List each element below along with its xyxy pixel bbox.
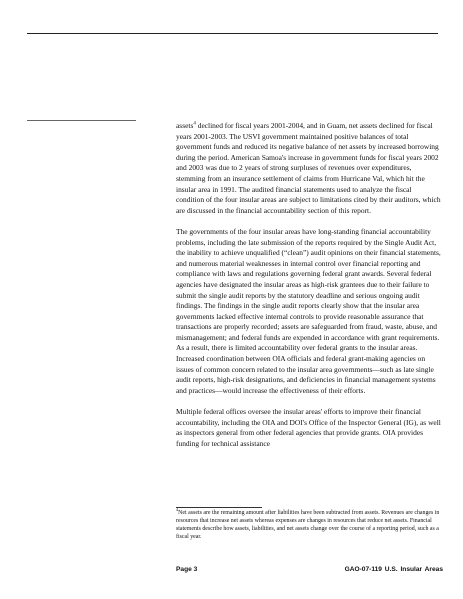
- body-text: [176, 121, 441, 460]
- footnote-text: Net assets are the remaining amount after liabilities have been subtracted from assets. Revenues are changes in resources that increase net assets whereas expenses are changes in resources that reduce net assets. Financial statements describe how assets, liabilities, and net assets change over the course of a reporting period, such as a fiscal year.: [176, 510, 440, 541]
- paragraph: The governments of the four insular areas have long-standing financial accountability problems, including the late submission of the reports required by the Single Audit Act, the inability to achieve unqualified (“clean”) audit opinions on their financial statements, and numerous material weaknesses in internal control over financial reporting and compliance with laws and regulations governing federal grant awards. Several federal agencies have designated the insular areas as high-risk grantees due to their failure to submit the single audit reports by the statutory deadline and serious ongoing audit findings. The findings in the single audit reports clearly show that the insular area governments lacked effective internal controls to provide reasonable assurance that transactions are properly recorded; assets are safeguarded from fraud, waste, abuse, and mismanagement; and federal funds are expended in accordance with grant requirements. As a result, there is limited accountability over federal grants to the insular areas. Increased coordination between OIA officials and federal grant-making agencies on issues of common concern related to the insular area governments—such as late single audit reports, high-risk designations, and deficiencies in financial management systems and practices—would increase the effectiveness of their efforts.: [176, 226, 441, 395]
- paragraph: [176, 121, 441, 216]
- footnote-marker: 4: [176, 507, 179, 513]
- paragraph-start: assets: [176, 121, 194, 130]
- footnote: [176, 509, 444, 541]
- paragraph-rest: declined for fiscal years 2001-2004, and in Guam, net assets declined for fiscal years 2001-2003. The USVI government maintained positive balances of total government funds and reduced its negative balance of net assets by increased borrowing during the period. American Samoa's increase in government funds for fiscal years 2002 and 2003 was due to 2 years of strong surpluses of revenues over expenditures, stemming from an insurance settlement of claims from Hurricane Val, which hit the insular area in 1991. The audited financial statements used to analyze the fiscal condition of the four insular areas are subject to limitations cited by their auditors, which are discussed in the financial accountability section of this report.: [176, 121, 441, 215]
- footnote-reference: 4: [193, 121, 196, 127]
- page-number: Page 3: [176, 566, 198, 573]
- paragraph: Multiple federal offices oversee the insular areas' efforts to improve their financial accountability, including the OIA and DOI's Office of the Inspector General (IG), as well as inspectors general from other federal agencies that provide grants. OIA provides funding for technical assistance: [176, 407, 441, 448]
- header-rule: [27, 33, 438, 34]
- footnote-rule: [176, 507, 262, 508]
- margin-rule: [27, 120, 136, 121]
- report-number: GAO-07-119 U.S. Insular Areas: [344, 566, 443, 573]
